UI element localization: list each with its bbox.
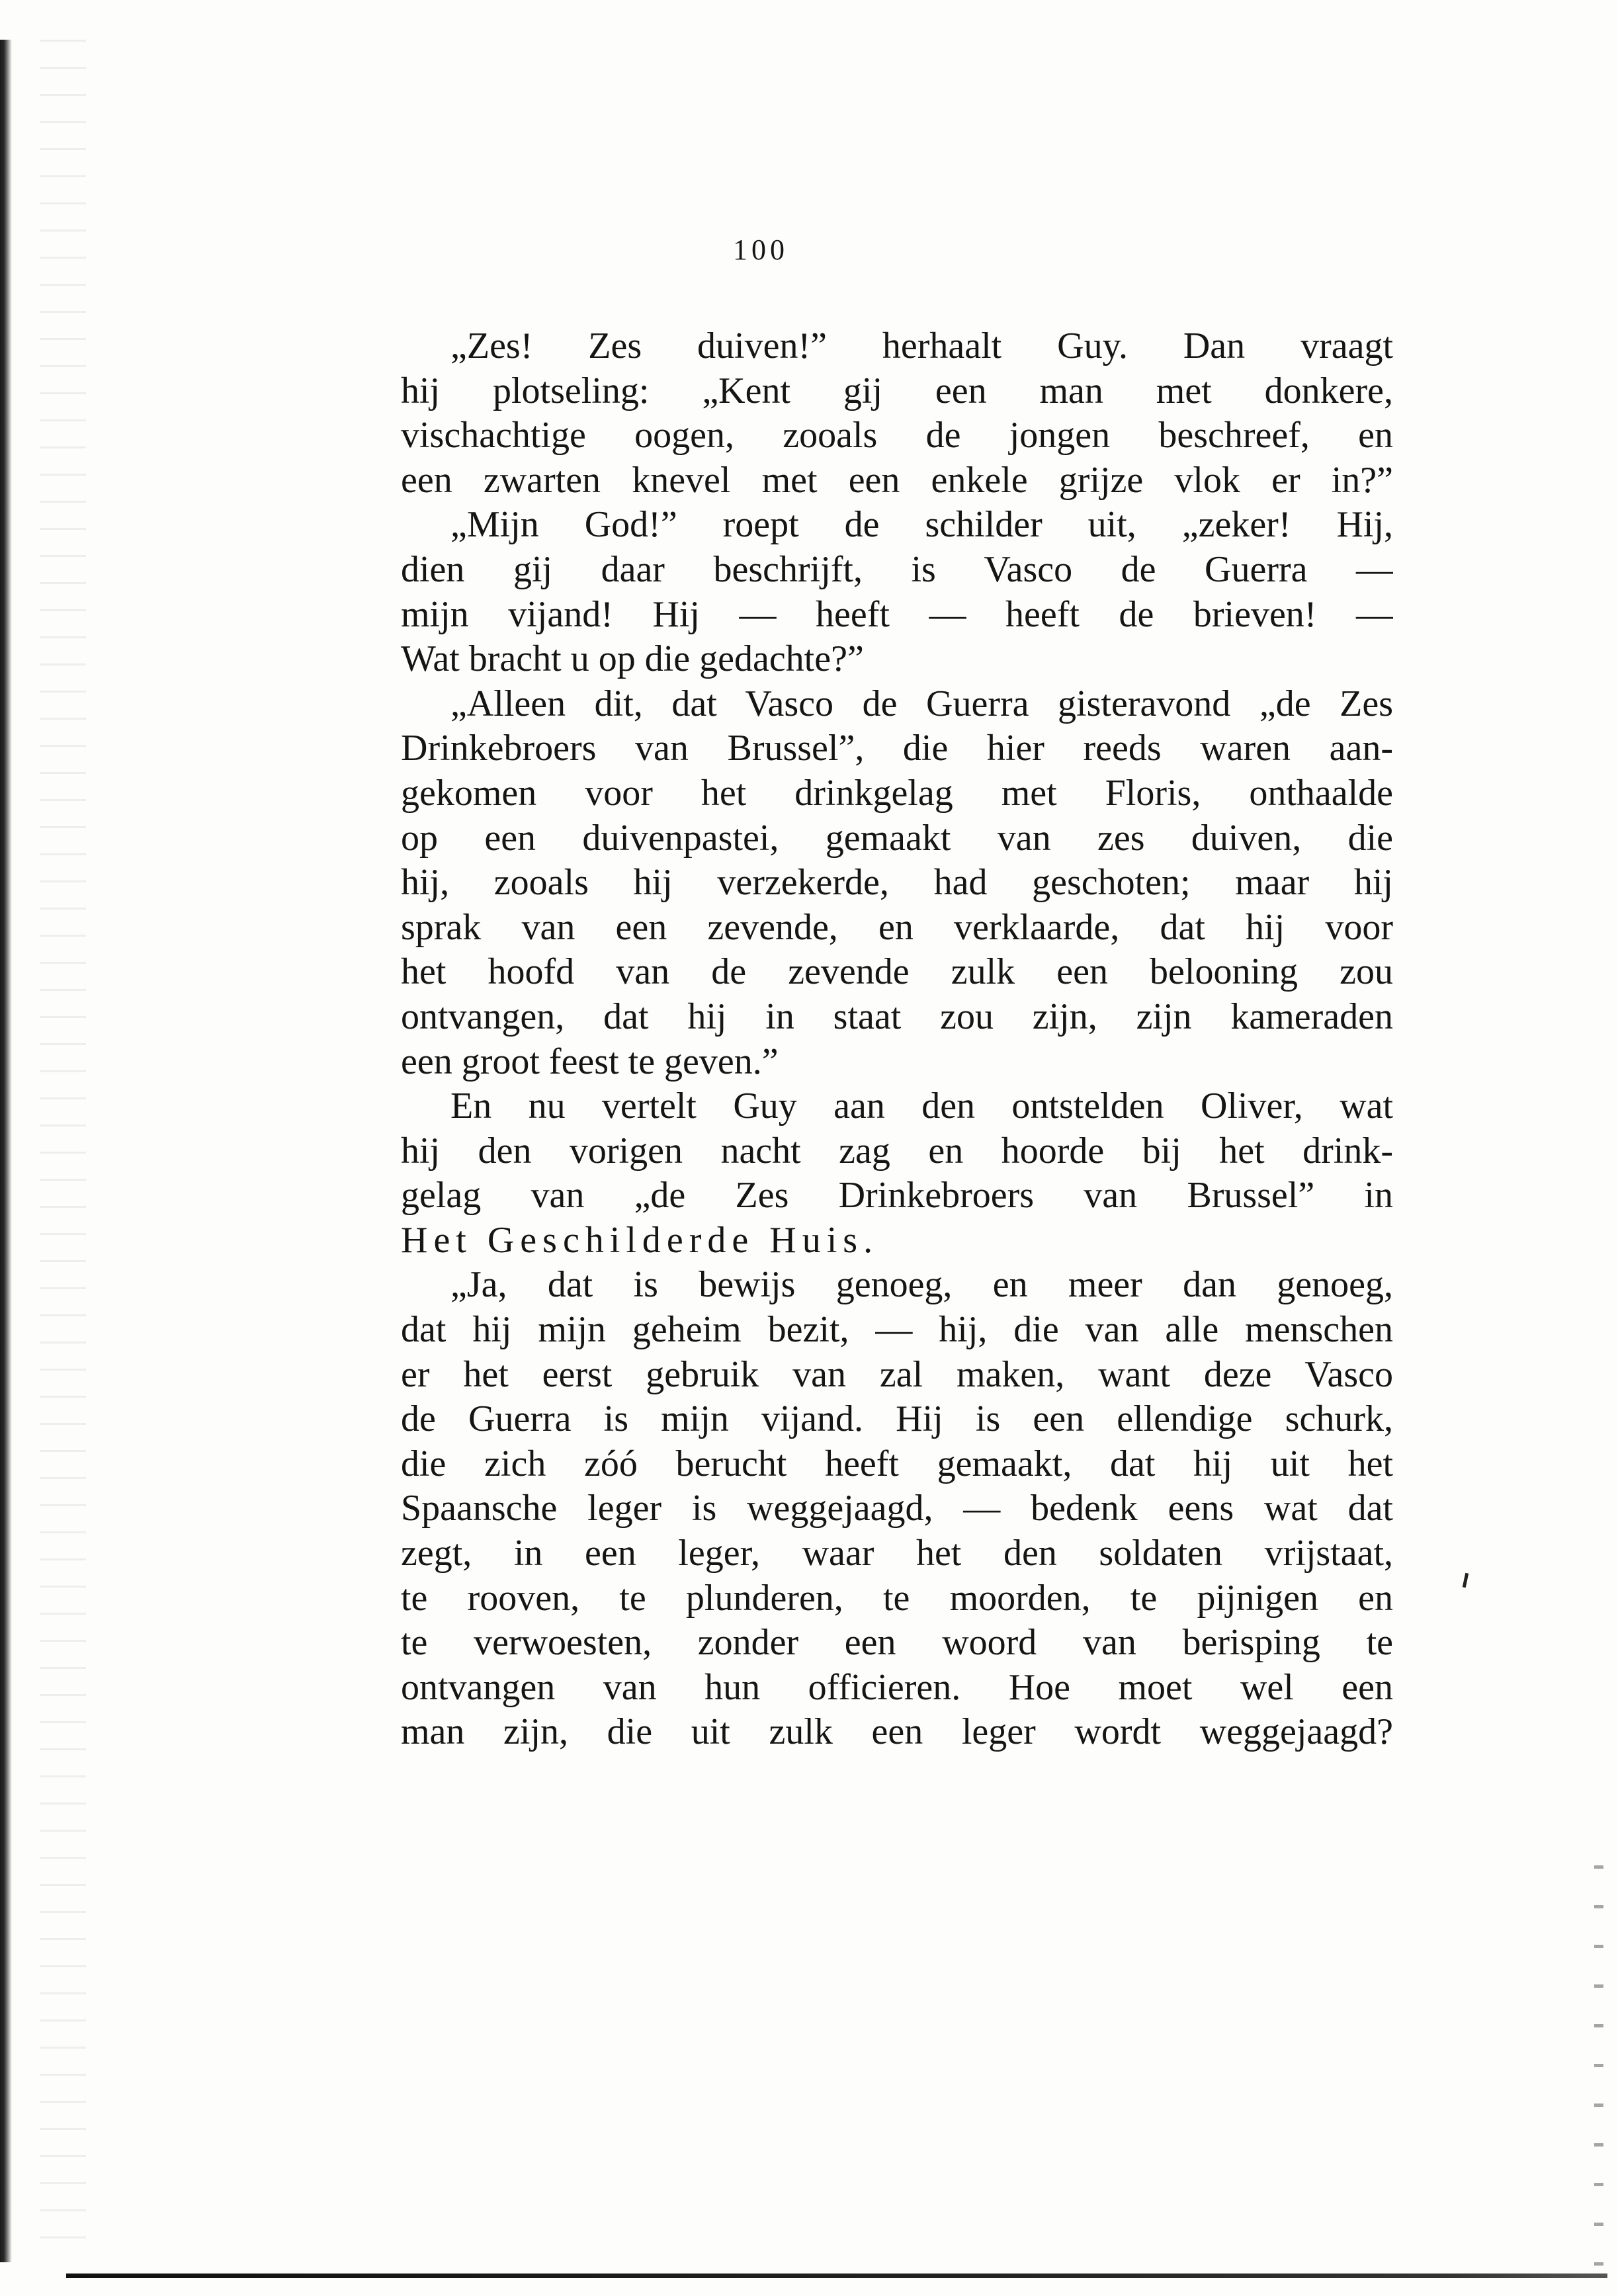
- text-line: gelag van „de Zes Drinkebroers van Brussel” in: [401, 1175, 1393, 1216]
- text-line: „Ja, dat is bewijs genoeg, en meer dan genoeg,: [450, 1264, 1393, 1306]
- text-line: een groot feest te geven.”: [401, 1041, 779, 1082]
- paragraph-2: [401, 503, 1393, 681]
- spaced-title-line: Het Geschilderde Huis.: [401, 1219, 879, 1261]
- paragraph-1: [401, 324, 1393, 503]
- text-line: ontvangen van hun officieren. Hoe moet wel een: [401, 1666, 1393, 1708]
- text-line: ontvangen, dat hij in staat zou zijn, zijn kameraden: [401, 996, 1393, 1037]
- text-line: sprak van een zevende, en verklaarde, dat hij voor: [401, 906, 1393, 948]
- text-line: dien gij daar beschrijft, is Vasco de Guerra —: [401, 548, 1393, 590]
- text-line: „Alleen dit, dat Vasco de Guerra gisteravond „de Zes: [450, 683, 1393, 724]
- text-line: een zwarten knevel met een enkele grijze vlok er in?”: [401, 459, 1393, 501]
- scan-binding-shadow: [0, 40, 12, 2262]
- paragraph-5: [401, 1263, 1393, 1755]
- text-line: vischachtige oogen, zooals de jongen beschreef, en: [401, 415, 1393, 456]
- text-line: dat hij mijn geheim bezit, — hij, die van alle menschen: [401, 1309, 1393, 1351]
- text-line: Wat bracht u op die gedachte?”: [401, 638, 864, 680]
- text-line: man zijn, die uit zulk een leger wordt weggejaagd?: [401, 1711, 1393, 1753]
- text-line: er het eerst gebruik van zal maken, want deze Vasco: [401, 1353, 1393, 1395]
- scan-noise-right: [1594, 1865, 1603, 2269]
- text-line: mijn vijand! Hij — heeft — heeft de brieven! —: [401, 593, 1393, 635]
- text-line: op een duivenpastei, gemaakt van zes duiven, die: [401, 817, 1393, 859]
- scan-bottom-shadow: [66, 2274, 1607, 2278]
- paragraph-3: [401, 682, 1393, 1084]
- paragraph-4: [401, 1084, 1393, 1263]
- text-line: hij, zooals hij verzekerde, had geschoten; maar hij: [401, 862, 1393, 904]
- scan-stray-mark: [1463, 1573, 1469, 1588]
- text-line: gekomen voor het drinkgelag met Floris, onthaalde: [401, 772, 1393, 814]
- text-line: te rooven, te plunderen, te moorden, te pijnigen en: [401, 1577, 1393, 1619]
- text-line: het hoofd van de zevende zulk een belooning zou: [401, 951, 1393, 993]
- text-line: Drinkebroers van Brussel”, die hier reeds waren aan-: [401, 728, 1393, 769]
- text-line: „Zes! Zes duiven!” herhaalt Guy. Dan vraagt: [450, 325, 1393, 366]
- text-line: hij den vorigen nacht zag en hoorde bij het drink-: [401, 1130, 1393, 1171]
- text-line: zegt, in een leger, waar het den soldaten vrijstaat,: [401, 1533, 1393, 1574]
- body-text: [401, 324, 1393, 1755]
- text-line: En nu vertelt Guy aan den ontstelden Oliver, wat: [450, 1085, 1393, 1127]
- text-line: hij plotseling: „Kent gij een man met donkere,: [401, 370, 1393, 411]
- text-line: „Mijn God!” roept de schilder uit, „zeker! Hij,: [450, 504, 1393, 546]
- scan-noise-left: [40, 40, 86, 2249]
- text-line: Spaansche leger is weggejaagd, — bedenk eens wat dat: [401, 1488, 1393, 1529]
- text-line: die zich zóó berucht heeft gemaakt, dat hij uit het: [401, 1443, 1393, 1484]
- text-line: te verwoesten, zonder een woord van berisping te: [401, 1622, 1393, 1664]
- text-line: de Guerra is mijn vijand. Hij is een ellendige schurk,: [401, 1398, 1393, 1440]
- page-number: 100: [733, 234, 788, 266]
